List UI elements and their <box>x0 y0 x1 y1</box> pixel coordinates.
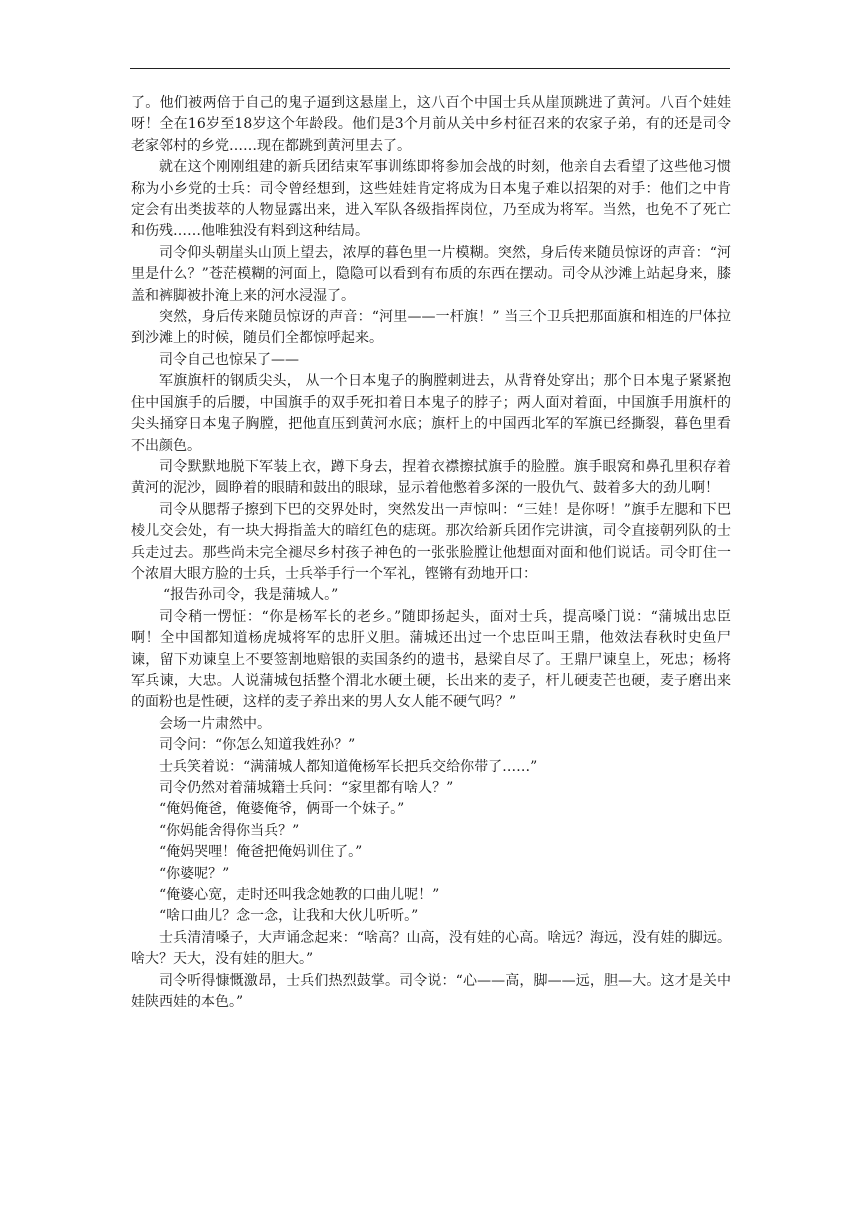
dialogue-line: “啥口曲儿？念一念，让我和大伙儿听听。” <box>159 908 419 925</box>
paragraph: 司令听得慷慨激昂，士兵们热烈鼓掌。司令说：“心——高，脚——远，胆—大。这才是关中娃陕西娃的本色。” <box>131 972 731 1011</box>
paragraph: 司令自己也惊呆了—— <box>159 351 299 368</box>
paragraph: 突然，身后传来随员惊讶的声音：“河里——一杆旗！” 当三个卫兵把那面旗和相连的尸体拉到沙滩上的时候，随员们全都惊呼起来。 <box>131 309 731 347</box>
dialogue-line: “俺妈哭哩！俺爸把俺妈训住了。” <box>159 844 363 861</box>
paragraph: 军旗旗杆的钢质尖头， 从一个日本鬼子的胸膛刺进去，从背脊处穿出；那个日本鬼子紧紧抱住中国旗手的后腰，中国旗手的双手死扣着日本鬼子的脖子；两人面对着面，中国旗手用旗杆的尖头捅穿日本鬼子胸膛，把他直压到黄河水底；旗杆上的中国西北军的军旗已经撕裂，暮色里看不出颜色。 <box>131 373 731 454</box>
paragraph: 司令从腮帮子擦到下巴的交界处时，突然发出一声惊叫：“三娃！是你呀！”旗手左腮和下巴棱儿交会处，有一块大拇指盖大的暗红色的痣斑。那次给新兵团作完讲演，司令直接朝列队的士兵走过去。那些尚未完全褪尽乡村孩子神色的一张张脸膛让他想面对面和他们说话。司令盯住一个浓眉大眼方脸的士兵，士兵举手行一个军礼，铿锵有劲地开口： <box>131 501 731 582</box>
dialogue-line: “你婆呢？” <box>159 865 230 882</box>
dialogue-line: 司令仍然对着蒲城籍士兵问：“家里都有啥人？” <box>159 780 454 796</box>
paragraph: 会场一片肃然中。 <box>159 715 271 732</box>
dialogue-line: “俺婆心宽，走时还叫我念她教的口曲儿呢！” <box>159 887 440 904</box>
header-rule <box>130 68 730 69</box>
dialogue-line: “俺妈俺爸，俺婆俺爷，俩哥一个妹子。” <box>159 801 405 818</box>
dialogue-line: 士兵笑着说：“满蒲城人都知道俺杨军长把兵交给你带了……” <box>159 758 538 775</box>
article-body <box>131 93 731 1013</box>
paragraph: 就在这个刚刚组建的新兵团结束军事训练即将参加会战的时刻，他亲自去看望了这些他习惯称为小乡党的士兵：司令曾经想到，这些娃娃肯定将成为日本鬼子难以招架的对手：他们之中肯定会有出类拔萃的人物显露出来，进入军队各级指挥岗位，乃至成为将军。当然，也免不了死亡和伤残……他唯独没有料到这种结局。 <box>131 159 731 240</box>
dialogue-line: “你妈能舍得你当兵？” <box>159 822 300 839</box>
dialogue-line: 司令问：“你怎么知道我姓孙？” <box>159 737 356 754</box>
paragraph: 司令默默地脱下军装上衣，蹲下身去，捏着衣襟擦拭旗手的脸膛。旗手眼窝和鼻孔里积存着黄河的泥沙，圆睁着的眼睛和鼓出的眼球，显示着他憋着多深的一股仇气、鼓着多大的劲儿啊！ <box>131 458 731 497</box>
paragraph: 司令稍一愣怔：“你是杨军长的老乡。”随即扬起头，面对士兵，提高嗓门说：“蒲城出忠臣啊！全中国都知道杨虎城将军的忠肝义胆。蒲城还出过一个忠臣叫王鼎，他效法春秋时史鱼尸谏，留下劝谏皇上不要签割地赔银的卖国条约的遗书，悬梁自尽了。王鼎尸谏皇上，死忠；杨将军兵谏，大忠。人说蒲城包括整个渭北水硬土硬，长出来的麦子，杆儿硬麦芒也硬，麦子磨出来的面粉也是性硬，这样的麦子养出来的男人女人能不硬气吗？” <box>131 608 731 711</box>
paragraph: 司令仰头朝崖头山顶上望去，浓厚的暮色里一片模糊。突然，身后传来随员惊讶的声音：“河里是什么？”苍茫模糊的河面上，隐隐可以看到有布质的东西在摆动。司令从沙滩上站起身来，膝盖和裤脚被扑淹上来的河水浸湿了。 <box>131 244 731 304</box>
dialogue-line: “报告孙司令，我是蒲城人。” <box>163 587 339 604</box>
paragraph: 了。他们被两倍于自己的鬼子逼到这悬崖上，这八百个中国士兵从崖顶跳进了黄河。八百个娃娃呀！全在16岁至18岁这个年龄段。他们是3个月前从关中乡村征召来的农家子弟，有的还是司令老家邻村的乡党……现在都跳到黄河里去了。 <box>131 95 731 154</box>
paragraph: 士兵清清嗓子，大声诵念起来：“啥高？山高，没有娃的心高。啥远？海远，没有娃的脚远。啥大？天大，没有娃的胆大。” <box>131 929 731 968</box>
